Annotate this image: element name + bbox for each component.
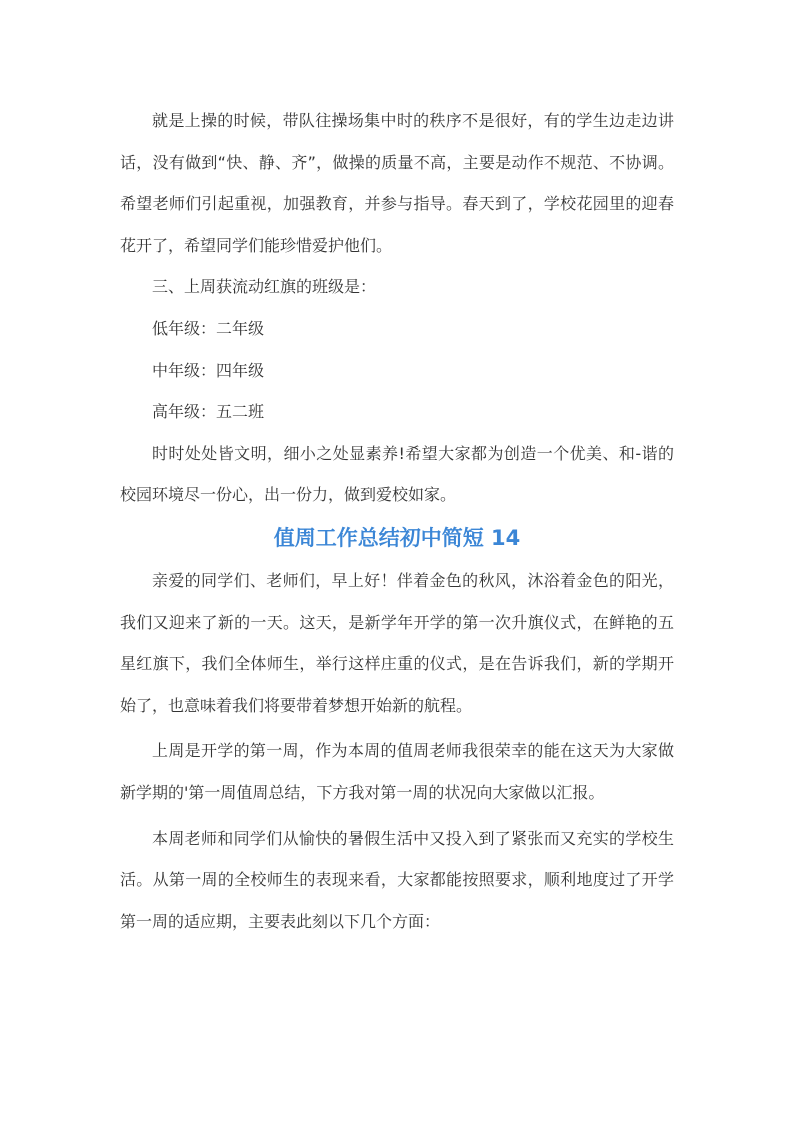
paragraph-civility-closing: 时时处处皆文明，细小之处显素养!希望大家都为创造一个优美、和-谐的校园环境尽一份心，出一份力，做到爱校如家。 [120, 443, 674, 505]
section-title: 值周工作总结初中简短 14 [273, 525, 521, 550]
paragraph-assembly-order: 就是上操的时候，带队往操场集中时的秩序不是很好，有的学生边走边讲话，没有做到“快、静、齐”，做操的质量不高，主要是动作不规范、不协调。希望老师们引起重视，加强教育，并参与指导。春天到了，学校花园里的迎春花开了，希望同学们能珍惜爱护他们。 [120, 111, 674, 255]
paragraph-upper-grade: 高年级：五二班 [152, 402, 265, 422]
paragraph-middle-grade: 中年级：四年级 [152, 360, 265, 380]
paragraph-lower-grade: 低年级：二年级 [152, 318, 265, 338]
paragraph-greeting: 亲爱的同学们、老师们，早上好！伴着金色的秋风，沐浴着金色的阳光，我们又迎来了新的一天。这天，是新学年开学的第一次升旗仪式，在鲜艳的五星红旗下，我们全体师生，举行这样庄重的仪式，是在告诉我们，新的学期开始了，也意味着我们将要带着梦想开始新的航程。 [120, 570, 674, 715]
paragraph-first-week-summary: 上周是开学的第一周，作为本周的值周老师我很荣幸的能在这天为大家做新学期的'第一周值周总结，下方我对第一周的状况向大家做以汇报。 [120, 741, 674, 802]
paragraph-red-flag-heading: 三、上周获流动红旗的班级是： [152, 277, 377, 297]
paragraph-adaptation: 本周老师和同学们从愉快的暑假生活中又投入到了紧张而又充实的学校生活。从第一周的全校师生的表现来看，大家都能按照要求，顺利地度过了开学第一周的适应期，主要表此刻以下几个方面： [120, 828, 674, 931]
